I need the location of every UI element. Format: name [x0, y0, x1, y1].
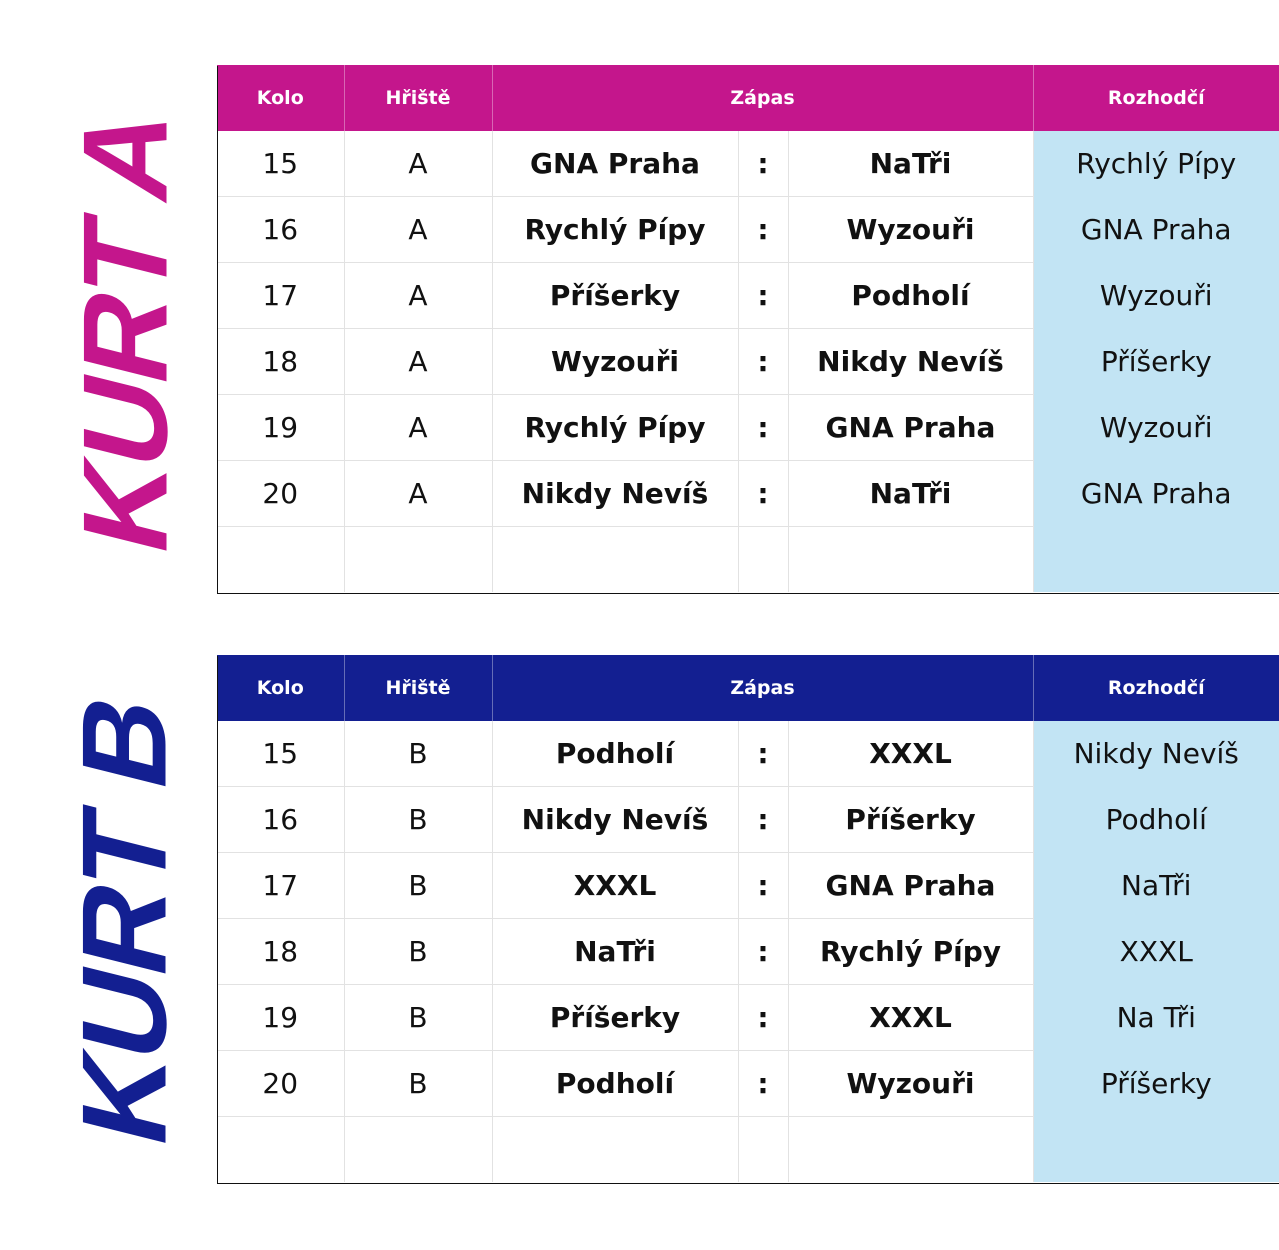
away-team-cell: XXXL — [788, 985, 1033, 1051]
away-team-cell: Wyzouři — [788, 197, 1033, 263]
court-b-schedule-table — [217, 655, 1279, 1182]
match-separator: : — [738, 461, 788, 527]
away-team-cell: XXXL — [788, 721, 1033, 787]
court-a-schedule-table — [217, 65, 1279, 592]
empty-referee-cell — [1033, 1117, 1279, 1183]
round-cell: 18 — [217, 329, 344, 395]
home-team-cell: Příšerky — [492, 263, 738, 329]
table-row — [217, 787, 1279, 853]
home-team-cell: Rychlý Pípy — [492, 197, 738, 263]
home-team-cell: Nikdy Nevíš — [492, 461, 738, 527]
referee-cell: Rychlý Pípy — [1033, 131, 1279, 197]
away-team-cell: Podholí — [788, 263, 1033, 329]
empty-cell — [344, 1117, 492, 1183]
referee-cell: Příšerky — [1033, 329, 1279, 395]
referee-cell: Podholí — [1033, 787, 1279, 853]
court-cell: B — [344, 1051, 492, 1117]
empty-cell — [788, 527, 1033, 593]
referee-cell: Příšerky — [1033, 1051, 1279, 1117]
empty-cell — [344, 527, 492, 593]
referee-cell: XXXL — [1033, 919, 1279, 985]
header-hriste: Hřiště — [344, 65, 492, 131]
home-team-cell: Wyzouři — [492, 329, 738, 395]
court-cell: B — [344, 853, 492, 919]
table-row — [217, 263, 1279, 329]
match-separator: : — [738, 853, 788, 919]
court-cell: B — [344, 985, 492, 1051]
home-team-cell: NaTři — [492, 919, 738, 985]
empty-table-row — [217, 527, 1279, 593]
referee-cell: GNA Praha — [1033, 197, 1279, 263]
match-separator: : — [738, 985, 788, 1051]
round-cell: 17 — [217, 263, 344, 329]
referee-cell: NaTři — [1033, 853, 1279, 919]
table-row — [217, 919, 1279, 985]
match-separator: : — [738, 197, 788, 263]
table-row — [217, 197, 1279, 263]
court-a-title: KURT A — [58, 94, 193, 566]
away-team-cell: Wyzouři — [788, 1051, 1033, 1117]
round-cell: 16 — [217, 787, 344, 853]
match-separator: : — [738, 1051, 788, 1117]
away-team-cell: Příšerky — [788, 787, 1033, 853]
table-row — [217, 461, 1279, 527]
away-team-cell: GNA Praha — [788, 853, 1033, 919]
table-row — [217, 329, 1279, 395]
table-row — [217, 395, 1279, 461]
header-kolo: Kolo — [217, 655, 344, 721]
home-team-cell: Rychlý Pípy — [492, 395, 738, 461]
away-team-cell: GNA Praha — [788, 395, 1033, 461]
round-cell: 19 — [217, 395, 344, 461]
court-a-label — [58, 66, 193, 594]
home-team-cell: XXXL — [492, 853, 738, 919]
court-cell: B — [344, 721, 492, 787]
referee-cell: Na Tři — [1033, 985, 1279, 1051]
referee-cell: Wyzouři — [1033, 263, 1279, 329]
header-rozhodci: Rozhodčí — [1107, 87, 1205, 109]
table-header-row — [217, 655, 1279, 721]
away-team-cell: Rychlý Pípy — [788, 919, 1033, 985]
round-cell: 16 — [217, 197, 344, 263]
table-row — [217, 853, 1279, 919]
court-cell: A — [344, 131, 492, 197]
home-team-cell: Podholí — [492, 1051, 738, 1117]
match-separator: : — [738, 329, 788, 395]
empty-cell — [492, 1117, 738, 1183]
round-cell: 20 — [217, 461, 344, 527]
header-rozhodci: Rozhodčí — [1107, 677, 1205, 699]
home-team-cell: GNA Praha — [492, 131, 738, 197]
match-separator: : — [738, 919, 788, 985]
empty-cell — [788, 1117, 1033, 1183]
court-cell: A — [344, 395, 492, 461]
header-kolo: Kolo — [217, 65, 344, 131]
empty-referee-cell — [1033, 527, 1279, 593]
referee-cell: GNA Praha — [1033, 461, 1279, 527]
court-cell: A — [344, 329, 492, 395]
empty-cell — [217, 1117, 344, 1183]
away-team-cell: NaTři — [788, 131, 1033, 197]
court-b-label — [60, 656, 190, 1184]
away-team-cell: NaTři — [788, 461, 1033, 527]
match-separator: : — [738, 395, 788, 461]
court-b-title: KURT B — [58, 682, 192, 1158]
round-cell: 15 — [217, 131, 344, 197]
home-team-cell: Podholí — [492, 721, 738, 787]
empty-cell — [492, 527, 738, 593]
referee-cell: Nikdy Nevíš — [1033, 721, 1279, 787]
home-team-cell: Nikdy Nevíš — [492, 787, 738, 853]
match-separator: : — [738, 721, 788, 787]
match-separator: : — [738, 131, 788, 197]
round-cell: 18 — [217, 919, 344, 985]
empty-cell — [217, 527, 344, 593]
round-cell: 20 — [217, 1051, 344, 1117]
header-hriste: Hřiště — [344, 655, 492, 721]
empty-cell — [738, 1117, 788, 1183]
table-row — [217, 1051, 1279, 1117]
table-row — [217, 985, 1279, 1051]
table-row — [217, 131, 1279, 197]
table-row — [217, 721, 1279, 787]
empty-table-row — [217, 1117, 1279, 1183]
court-cell: B — [344, 919, 492, 985]
empty-cell — [738, 527, 788, 593]
header-zapas: Zápas — [492, 655, 1033, 721]
court-cell: A — [344, 461, 492, 527]
match-separator: : — [738, 787, 788, 853]
round-cell: 17 — [217, 853, 344, 919]
round-cell: 15 — [217, 721, 344, 787]
home-team-cell: Příšerky — [492, 985, 738, 1051]
match-separator: : — [738, 263, 788, 329]
away-team-cell: Nikdy Nevíš — [788, 329, 1033, 395]
header-zapas: Zápas — [492, 65, 1033, 131]
table-header-row — [217, 65, 1279, 131]
court-cell: B — [344, 787, 492, 853]
referee-cell: Wyzouři — [1033, 395, 1279, 461]
round-cell: 19 — [217, 985, 344, 1051]
court-cell: A — [344, 263, 492, 329]
court-cell: A — [344, 197, 492, 263]
